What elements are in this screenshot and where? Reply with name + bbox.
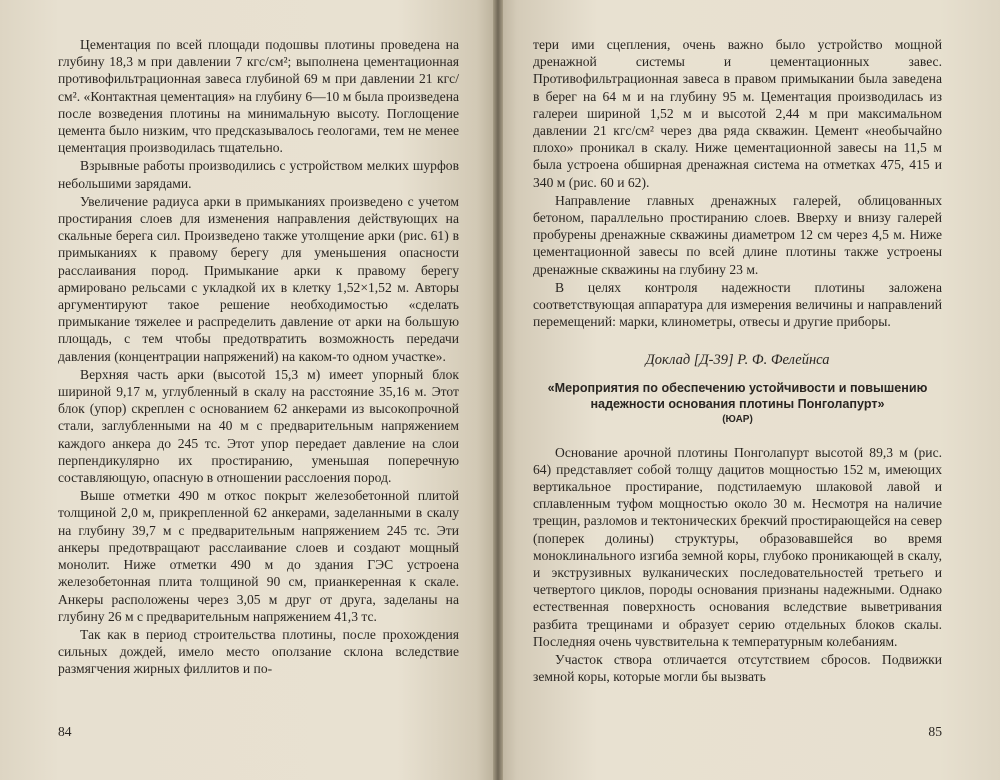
right-paragraph-1: тери ими сцепления, очень важно было устройство мощной дренажной системы и цементационных завес. Противофильтрационная завеса в правом примыкании была заведена в берег на 64 м и на глубину 95 м. Цементация производилась из галереи шириной 1,52 м и высотой 2,44 м при максимальном давлении 21 кгс/см² через два ряда скважин. Цемент «необычайно плохо» проникал в скалу. Ниже цементационной завесы на 11,5 м была устроена обширная дренажная система на отметках 475, 415 и 340 м (рис. 60 и 62). — [533, 37, 942, 190]
report-title: «Мероприятия по обеспечению устойчивости и повышению надежности основания плотины Понголапурт» — [547, 380, 928, 411]
left-paragraph-6: Так как в период строительства плотины, после прохождения сильных дождей, имело место оползание склона вследствие размягчения жирных филлитов и по- — [58, 626, 459, 677]
left-paragraph-3: Увеличение радиуса арки в примыканиях произведено с учетом простирания слоев для изменения направления действующих на скальные берега сил. Произведено также утолщение арки (рис. 61) в примыканиях к правому берегу для уменьшения опасности расслаивания пород. Примыкание арки к правому берегу армировано рельсами с укладкой их в клетку 1,52×1,52 м. Авторы аргументируют такое решение необходимостью «сделать примыкание тяжелее и распределить давление от арки на большую площадь, с тем чтобы предотвратить возможность передачи давления (концентрации напряжений) на каком-то одном участке». — [58, 193, 459, 364]
left-page — [0, 0, 497, 780]
page-number-left: 84 — [58, 723, 72, 739]
right-paragraph-4: Основание арочной плотины Понголапурт высотой 89,3 м (рис. 64) представляет собой толщу дацитов мощностью 152 м, имеющих вертикальное простирание, подстилаемую шлаковой лавой и сплавленным туфом мощностью около 30 м. Несмотря на наличие трещин, разломов и тектонических брекчий простирающейся на север (поперек долины) структуры, образовавшейся во время моноклинального изгиба земной коры, глубоко проникающей в скалу, и экструзивных вулканических последовательностей третьего и четвертого циклов, породы основания признаны надежными. Однако естественная поверхность основания вследствие выветривания разбита трещинами и образует серию отдельных блоков скалы. Последняя очень чувствительна к температурным колебаниям. — [533, 444, 942, 649]
right-page — [497, 0, 1000, 780]
left-paragraph-2: Взрывные работы производились с устройством мелких шурфов небольшими зарядами. — [58, 158, 459, 191]
left-paragraph-1: Цементация по всей площади подошвы плотины проведена на глубину 18,3 м при давлении 7 кгс/см²; выполнена цементационная противофильтрационная завеса глубиной 69 м при давлении 21 кгс/см². «Контактная цементация» на глубину 6—10 м была произведена после возведения плотины на минимальную высоту. Поглощение цемента было низким, что предсказывалось геологами, тем не менее цементация производилась тщательно. — [58, 37, 459, 156]
left-paragraph-4: Верхняя часть арки (высотой 15,3 м) имеет упорный блок шириной 9,17 м, углубленный в скалу на расстояние 35,16 м. Этот блок (упор) скреплен с основанием 62 анкерами из высокопрочной стали, заглубленными на 40 м с предварительным напряжением каждого анкера до 245 тс. Этот упор передает давление на слои перпендикулярно их простиранию, уменьшая поперечную составляющую, опасную в отношении расслоения пород. — [58, 366, 459, 486]
page-number-right: 85 — [928, 723, 942, 739]
right-paragraph-2: Направление главных дренажных галерей, облицованных бетоном, параллельно простиранию слоев. Вверху и внизу галерей пробурены дренажные скважины диаметром 12 см через 4,5 м. Ниже цементационной завесы по всей длине плотины также устроены дренажные скважины на глубину 23 м. — [533, 192, 942, 277]
left-paragraph-5: Выше отметки 490 м откос покрыт железобетонной плитой толщиной 2,0 м, прикрепленной 62 анкерами, заделанными в скалу на глубину 39,7 м с предварительным напряжением 245 тс. Эти анкеры предотвращают расслаивание слоев и создают мощный монолит. Ниже отметки 490 м до здания ГЭС устроена железобетонная плита толщиной 90 см, прианкеренная к скале. Анкеры расположены через 3,05 м друг от друга, заделаны на глубину 26 м с предварительным напряжением 41,3 тс. — [58, 488, 459, 624]
right-page-text — [533, 36, 942, 686]
right-paragraph-3: В целях контроля надежности плотины заложена соответствующая аппаратура для измерения величины и направлений перемещений: марки, клинометры, отвесы и другие приборы. — [533, 279, 942, 330]
left-page-text — [58, 36, 459, 678]
book-gutter — [493, 0, 503, 780]
report-country: (ЮАР) — [722, 413, 753, 425]
right-paragraph-5: Участок створа отличается отсутствием сбросов. Подвижки земной коры, которые могли бы вызвать — [533, 652, 942, 685]
report-author: Доклад [Д-39] Р. Ф. Фелейнса — [645, 352, 830, 369]
